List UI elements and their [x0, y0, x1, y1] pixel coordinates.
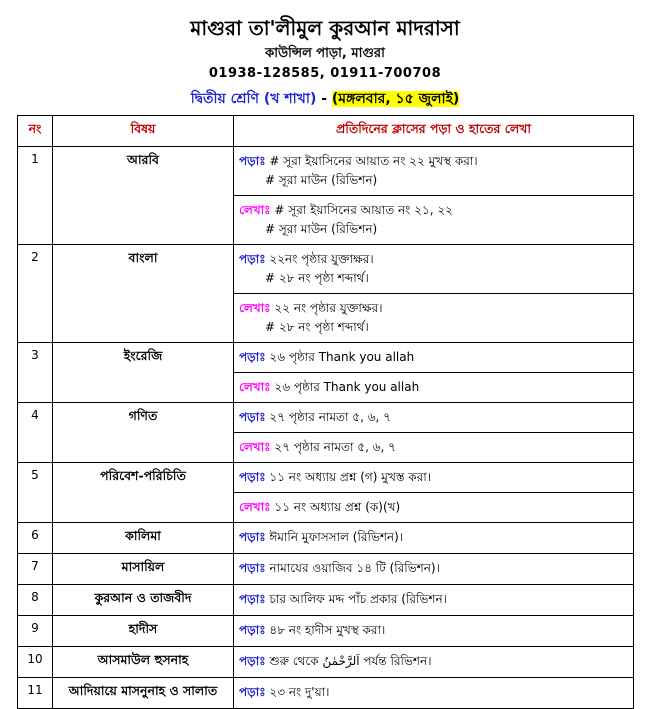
phone-numbers: 01938-128585, 01911-700708: [208, 66, 442, 81]
write-label: লেখাঃ: [239, 203, 271, 217]
read-task: [234, 245, 634, 294]
homework-table: [17, 115, 634, 709]
subject-name: হাদীস: [53, 616, 234, 647]
table-row: [18, 343, 634, 373]
write-task: [234, 493, 634, 523]
table-row: [18, 554, 634, 585]
write-label: লেখাঃ: [239, 301, 271, 315]
read-label: পড়াঃ: [239, 154, 266, 168]
read-label: পড়াঃ: [239, 410, 266, 424]
read-label: পড়াঃ: [239, 350, 266, 364]
table-row: [18, 616, 634, 647]
task-line: ১১ নং অধ্যায় প্রশ্ন (ক)(খ): [274, 500, 401, 514]
read-task: [234, 147, 634, 196]
write-label: লেখাঃ: [239, 380, 271, 394]
task-line: ২৬ পৃষ্ঠার Thank you allah: [274, 380, 420, 394]
task-line: # সূরা মাউন (রিভিশন): [265, 173, 378, 187]
read-task: [234, 616, 634, 647]
task-line: ৪৮ নং হাদীস মুখস্থ করা।: [269, 623, 386, 637]
date-label: (মঙ্গলবার, ১৫ জুলাই): [331, 91, 460, 107]
row-number: 5: [18, 463, 53, 523]
read-task: [234, 463, 634, 493]
row-number: 2: [18, 245, 53, 343]
task-line: # ২৮ নং পৃষ্ঠা শব্দার্থ।: [265, 320, 369, 334]
read-label: পড়াঃ: [239, 654, 266, 668]
task-line: ২৭ পৃষ্ঠার নামতা ৫, ৬, ৭: [269, 410, 391, 424]
subject-name: কালিমা: [53, 523, 234, 554]
row-number: 3: [18, 343, 53, 403]
write-label: লেখাঃ: [239, 500, 271, 514]
table-row: [18, 585, 634, 616]
row-number: 9: [18, 616, 53, 647]
subject-name: পরিবেশ-পরিচিতি: [53, 463, 234, 523]
subject-name: আদিয়ায়ে মাসনুনাহ ও সালাত: [53, 678, 234, 709]
read-task: [234, 554, 634, 585]
task-line: ২৭ পৃষ্ঠার নামতা ৫, ৬, ৭: [274, 440, 396, 454]
read-task: [234, 678, 634, 709]
task-line: # সূরা মাউন (রিভিশন): [265, 222, 378, 236]
task-line: # সূরা ইয়াসিনের আয়াত নং ২১, ২২: [274, 203, 453, 217]
row-number: 10: [18, 647, 53, 678]
task-line: ২২নং পৃষ্ঠার যুক্তাক্ষর।: [269, 252, 374, 266]
row-number: 4: [18, 403, 53, 463]
row-number: 7: [18, 554, 53, 585]
read-task: [234, 403, 634, 433]
read-label: পড়াঃ: [239, 685, 266, 699]
write-task: [234, 196, 634, 245]
read-label: পড়াঃ: [239, 592, 266, 606]
address: কাউন্সিল পাড়া, মাগুরা: [265, 46, 385, 61]
table-row: [18, 647, 634, 678]
col-header-no: নং: [18, 116, 53, 147]
separator: -: [316, 91, 332, 107]
table-row: [18, 403, 634, 433]
task-line: নামাযের ওয়াজিব ১৪ টি (রিভিশন)।: [269, 561, 440, 575]
table-row: [18, 678, 634, 709]
subject-name: ইংরেজি: [53, 343, 234, 403]
col-header-subject: বিষয়: [53, 116, 234, 147]
row-number: 6: [18, 523, 53, 554]
subject-name: বাংলা: [53, 245, 234, 343]
write-task: [234, 373, 634, 403]
madrasa-title: মাগুরা তা'লীমুল কুরআন মাদরাসা: [190, 16, 460, 40]
read-task: [234, 647, 634, 678]
write-task: [234, 433, 634, 463]
read-task: [234, 343, 634, 373]
task-line: # সূরা ইয়াসিনের আয়াত নং ২২ মুখস্থ করা।: [269, 154, 478, 168]
read-label: পড়াঃ: [239, 623, 266, 637]
task-line: ২৩ নং দু'য়া।: [269, 685, 330, 699]
subject-name: কুরআন ও তাজবীদ: [53, 585, 234, 616]
row-number: 11: [18, 678, 53, 709]
read-label: পড়াঃ: [239, 252, 266, 266]
task-line: ২২ নং পৃষ্ঠার যুক্তাক্ষর।: [274, 301, 383, 315]
table-row: [18, 147, 634, 196]
subject-name: মাসায়িল: [53, 554, 234, 585]
subject-name: আরবি: [53, 147, 234, 245]
col-header-task: প্রতিদিনের ক্লাসের পড়া ও হাতের লেখা: [234, 116, 634, 147]
table-row: [18, 463, 634, 493]
row-number: 8: [18, 585, 53, 616]
task-line: চার আলিফ মদ্দ পাঁচ প্রকার (রিভিশন।: [269, 592, 447, 606]
read-label: পড়াঃ: [239, 561, 266, 575]
table-row: [18, 523, 634, 554]
read-label: পড়াঃ: [239, 530, 266, 544]
task-line: ১১ নং অধ্যায় প্রশ্ন (গ) মুখস্ত করা।: [269, 470, 432, 484]
task-line: # ২৮ নং পৃষ্ঠা শব্দার্থ।: [265, 271, 369, 285]
task-line: ঈমানি মুফাসসাল (রিভিশন)।: [269, 530, 404, 544]
write-task: [234, 294, 634, 343]
class-label: দ্বিতীয় শ্রেণি (খ শাখা): [190, 91, 317, 107]
row-number: 1: [18, 147, 53, 245]
subject-name: গণিত: [53, 403, 234, 463]
read-task: [234, 585, 634, 616]
class-date-line: [0, 87, 650, 111]
task-line: ২৬ পৃষ্ঠার Thank you allah: [269, 350, 415, 364]
table-row: [18, 245, 634, 294]
read-task: [234, 523, 634, 554]
read-label: পড়াঃ: [239, 470, 266, 484]
subject-name: আসমাউল হুসনাহ: [53, 647, 234, 678]
task-line: শুরু থেকে اَلرَّحْمٰنُ পর্যন্ত রিভিশন।: [269, 654, 432, 668]
write-label: লেখাঃ: [239, 440, 271, 454]
